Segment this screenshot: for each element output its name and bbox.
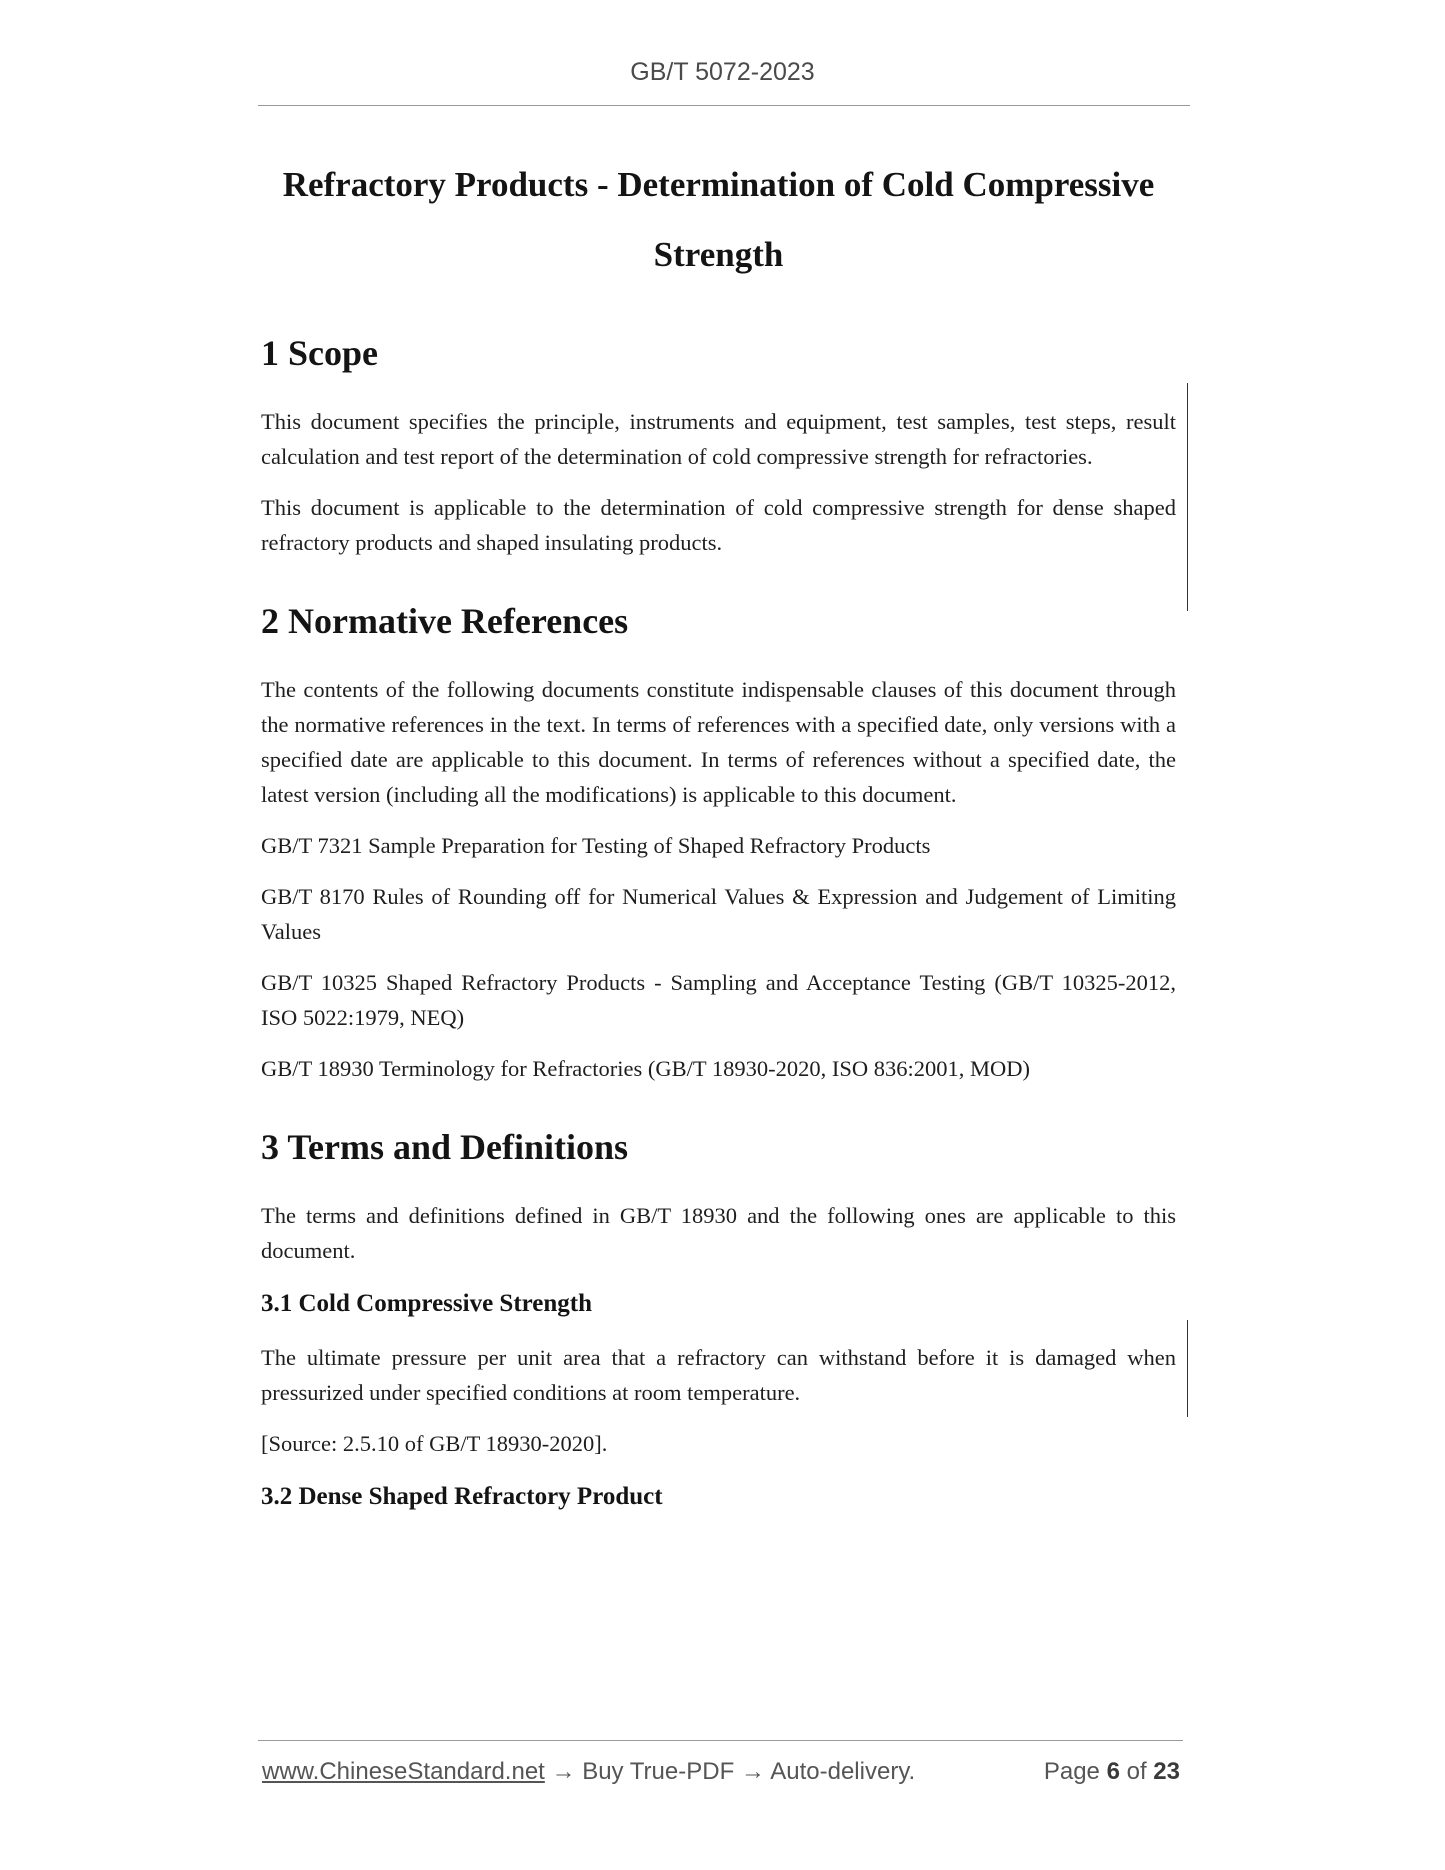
auto-delivery-text: Auto-delivery. bbox=[770, 1758, 916, 1785]
term-3-1-definition: The ultimate pressure per unit area that a refractory can withstand before it is damaged when pressurized under specified conditions at room temperature. bbox=[261, 1345, 1176, 1405]
reference-item: GB/T 18930 Terminology for Refractories (GB/T 18930-2020, ISO 836:2001, MOD) bbox=[261, 1056, 1030, 1081]
footer-rule bbox=[258, 1740, 1183, 1741]
footer-promo bbox=[262, 1758, 915, 1786]
page-word: Page bbox=[1043, 1758, 1100, 1785]
total-page-count: 23 bbox=[1153, 1758, 1180, 1785]
change-bar bbox=[1187, 1320, 1188, 1417]
header-rule bbox=[258, 105, 1190, 106]
section-heading-terms: 3 Terms and Definitions bbox=[261, 1127, 629, 1167]
scope-paragraph-2: This document is applicable to the determination of cold compressive strength for dense shaped refractory products and shaped insulating products. bbox=[261, 495, 1176, 555]
section-heading-normative-references: 2 Normative References bbox=[261, 601, 629, 641]
buy-true-pdf-text: Buy True-PDF bbox=[582, 1758, 735, 1785]
document-title bbox=[261, 150, 1176, 290]
of-word: of bbox=[1126, 1758, 1147, 1785]
reference-item: GB/T 10325 Shaped Refractory Products - Sampling and Acceptance Testing (GB/T 10325-2012, ISO 5022:1979, NEQ) bbox=[261, 970, 1176, 1030]
document-title-line1: Refractory Products - Determination of Cold Compressive bbox=[282, 165, 1155, 204]
change-bar bbox=[1187, 383, 1188, 611]
reference-item: GB/T 8170 Rules of Rounding off for Numerical Values & Expression and Judgement of Limiting Values bbox=[261, 884, 1176, 944]
arrow-right-icon: → bbox=[734, 1758, 771, 1785]
arrow-right-icon: → bbox=[544, 1758, 583, 1785]
running-header: GB/T 5072-2023 bbox=[630, 58, 815, 86]
section-heading-scope: 1 Scope bbox=[261, 333, 378, 373]
term-heading-3-2: 3.2 Dense Shaped Refractory Product bbox=[261, 1483, 663, 1510]
page-counter bbox=[1044, 1758, 1180, 1786]
normative-references-intro: The contents of the following documents constitute indispensable clauses of this document through the normative references in the text. In terms of references with a specified date, only versions with a specified date are applicable to this document. In terms of references without a specified date, the latest version (including all the modifications) is applicable to this document. bbox=[261, 677, 1176, 807]
scope-paragraph-1: This document specifies the principle, instruments and equipment, test samples, test steps, result calculation and test report of the determination of cold compressive strength for refractories. bbox=[261, 409, 1176, 469]
website-link[interactable]: www.ChineseStandard.net bbox=[262, 1758, 545, 1785]
terms-intro: The terms and definitions defined in GB/T 18930 and the following ones are applicable to this document. bbox=[261, 1203, 1176, 1263]
reference-item: GB/T 7321 Sample Preparation for Testing of Shaped Refractory Products bbox=[261, 833, 931, 858]
term-heading-3-1: 3.1 Cold Compressive Strength bbox=[261, 1290, 593, 1317]
current-page-number: 6 bbox=[1106, 1758, 1120, 1785]
page-content bbox=[261, 150, 1176, 1511]
document-title-line2: Strength bbox=[653, 235, 784, 274]
term-3-1-source: [Source: 2.5.10 of GB/T 18930-2020]. bbox=[261, 1431, 608, 1456]
